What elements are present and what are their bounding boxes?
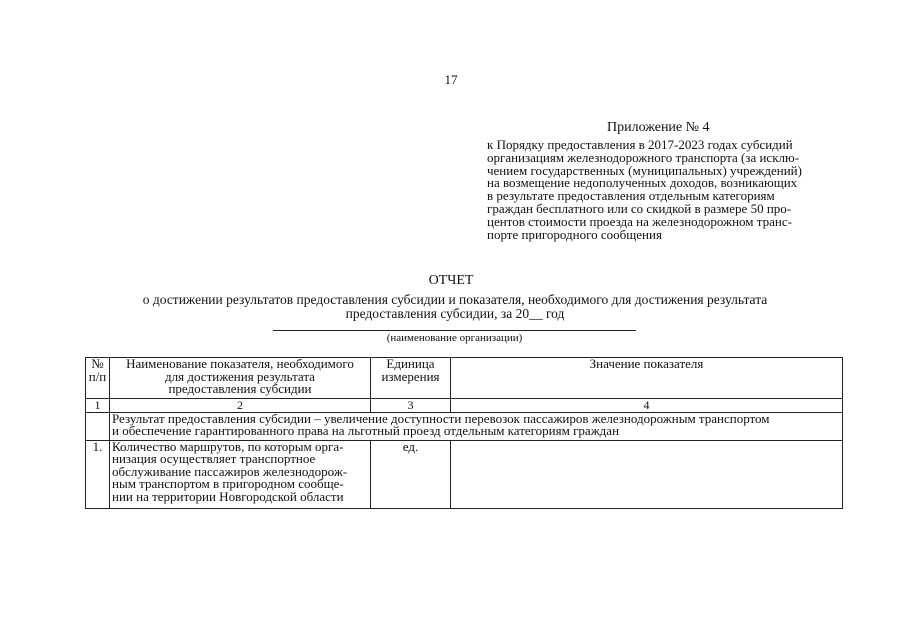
report-title: ОТЧЕТ [428, 273, 474, 288]
header-value: Значение показателя [451, 358, 843, 399]
header-number: № п/п [86, 358, 110, 399]
column-number-row [86, 399, 843, 413]
appendix-line: в результате предоставления отдельным категориям [487, 188, 775, 204]
page-number: 17 [444, 72, 458, 87]
appendix-line: на возмещение недополученных доходов, возникающих [487, 175, 798, 191]
indicator-value-cell[interactable] [451, 440, 843, 508]
header-indicator-name: Наименование показателя, необходимого для достижения результата предоставления субсидии [110, 358, 371, 399]
result-row [86, 412, 843, 440]
indicator-name: Количество маршрутов, по которым орга- низация осуществляет транспортное обслуживание пассажиров железнодорож- ным транспортом в пригородном сообще- нии на территории Новгородской области [110, 440, 371, 508]
appendix-title: Приложение № 4 [607, 120, 710, 135]
appendix-line: к Порядку предоставления в 2017-2023 годах субсидий [487, 137, 793, 152]
table-header-row [86, 358, 843, 399]
column-number: 2 [110, 399, 371, 413]
appendix-line: порте пригородного сообщения [487, 226, 662, 242]
report-subtitle [115, 293, 795, 320]
column-number: 1 [86, 399, 110, 413]
table-row [86, 440, 843, 508]
appendix-line: чением государственных (муниципальных) учреждений) [487, 162, 802, 178]
appendix-line: организациям железнодорожного транспорта (за исклю- [487, 149, 800, 165]
organization-name-line [273, 330, 636, 331]
report-subtitle-line: предоставления субсидии, за 20__ год [345, 305, 565, 321]
unit-value: ед. [371, 440, 451, 508]
column-number: 4 [451, 399, 843, 413]
organization-caption: (наименование организации) [386, 332, 523, 344]
header-unit: Единица измерения [371, 358, 451, 399]
result-empty-cell [86, 412, 110, 440]
column-number: 3 [371, 399, 451, 413]
row-number: 1. [86, 440, 110, 508]
result-description: Результат предоставления субсидии – увеличение доступности перевозок пассажиров железнодорожным транспортом и обеспечение гарантированного права на льготный проезд отдельным категориям граждан [110, 412, 843, 440]
report-table [85, 357, 843, 509]
appendix-text [487, 139, 832, 241]
appendix-line: центов стоимости проезда на железнодорожном транс- [487, 213, 792, 229]
report-subtitle-line: о достижении результатов предоставления субсидии и показателя, необходимого для достижения результата [142, 292, 768, 307]
appendix-line: граждан бесплатного или со скидкой в размере 50 про- [487, 200, 792, 216]
